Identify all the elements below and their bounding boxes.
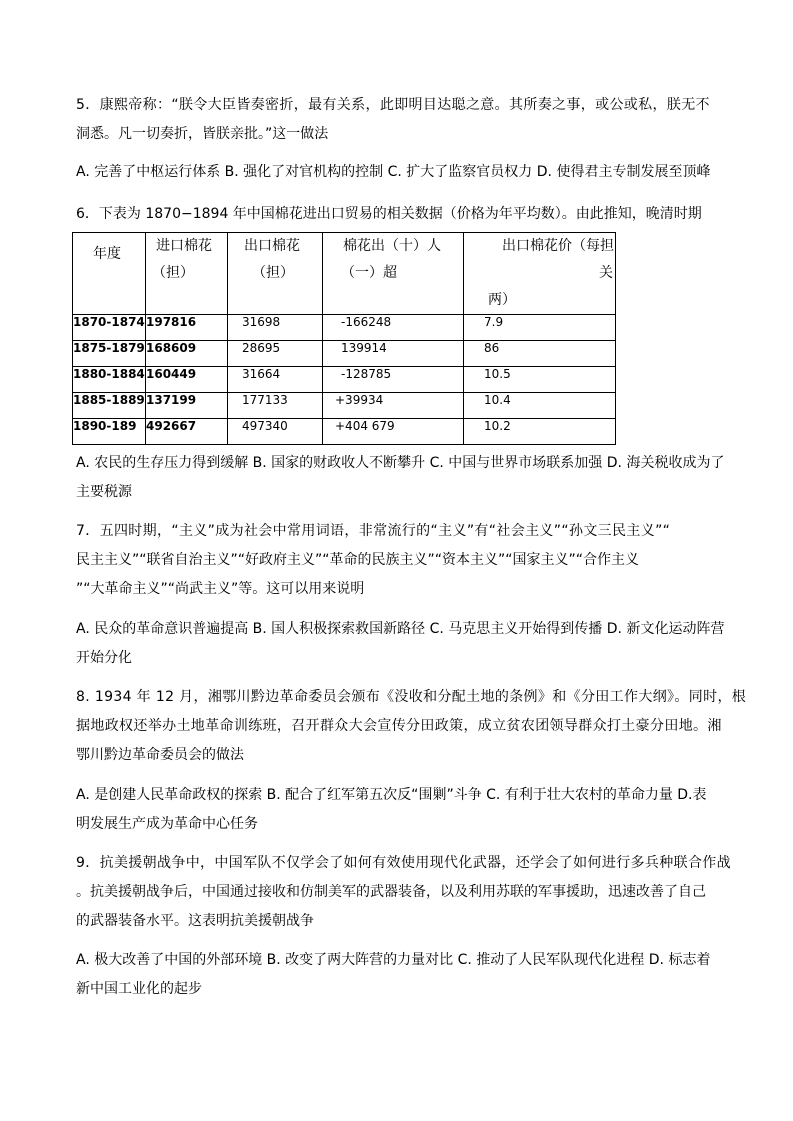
q8-options-line-2: 明发展生产成为革命中心任务 bbox=[76, 816, 258, 832]
q5-options: A. 完善了中枢运行体系 B. 强化了对官机构的控制 C. 扩大了监察官员权力 D. 使得君主专制发展至顶峰 bbox=[76, 164, 711, 180]
q7-options-line-1: A. 民众的革命意识普遍提高 B. 国人积极探索救国新路径 C. 马克思主义开始得到传播 D. 新文化运动阵营 bbox=[76, 621, 725, 637]
q7-stem-line-2: 民主主义”“联省自治主义”“好政府主义”“革命的民族主义”“资本主义”“国家主义”“合作主义 bbox=[76, 552, 640, 568]
cell-surplus: +39934 bbox=[323, 393, 464, 419]
header-surplus: 棉花出（十）人 （一）超 bbox=[323, 233, 464, 315]
cell-price: 7.9 bbox=[464, 315, 616, 341]
header-import: 进口棉花 （担） bbox=[146, 233, 228, 315]
q7-stem-line-3: ”“大革命主义”“尚武主义”等。这可以用来说明 bbox=[76, 581, 365, 597]
cell-period: 1870-1874 bbox=[73, 315, 146, 341]
header-export: 出口棉花 （担） bbox=[228, 233, 323, 315]
cell-export: 28695 bbox=[228, 341, 323, 367]
q7-stem-line-1: 7．五四时期，“主义”成为社会中常用词语，非常流行的“主义”有“社会主义”“孙文三民主义”“ bbox=[76, 523, 671, 539]
q6-stem: 6．下表为 1870−1894 年中国棉花进出口贸易的相关数据（价格为年平均数）。由此推知，晚清时期 bbox=[76, 206, 702, 222]
q8-stem-line-1: 8. 1934 年 12 月，湘鄂川黔边革命委员会颁布《没收和分配土地的条例》和《分田工作大纲》。同时，根 bbox=[76, 689, 747, 705]
cell-export: 497340 bbox=[228, 419, 323, 445]
cell-surplus: -166248 bbox=[323, 315, 464, 341]
cell-period: 1890-189 bbox=[73, 419, 146, 445]
cell-export: 31664 bbox=[228, 367, 323, 393]
cell-surplus: +404 679 bbox=[323, 419, 464, 445]
cell-import: 160449 bbox=[146, 367, 228, 393]
cell-import: 137199 bbox=[146, 393, 228, 419]
q5-stem-line-1: 5．康熙帝称：“朕令大臣皆奏密折，最有关系，此即明目达聪之意。其所奏之事，或公或私，朕无不 bbox=[76, 97, 710, 113]
q9-options-line-1: A. 极大改善了中国的外部环境 B. 改变了两大阵营的力量对比 C. 推动了人民军队现代化进程 D. 标志着 bbox=[76, 952, 711, 968]
q8-stem-line-2: 据地政权还举办土地革命训练班，召开群众大会宣传分田政策，成立贫农团领导群众打土豪分田地。湘 bbox=[76, 718, 722, 734]
cell-surplus: -128785 bbox=[323, 367, 464, 393]
cell-import: 492667 bbox=[146, 419, 228, 445]
q9-stem-line-1: 9．抗美援朝战争中，中国军队不仅学会了如何有效使用现代化武器，还学会了如何进行多兵种联合作战 bbox=[76, 855, 732, 871]
cell-price: 10.2 bbox=[464, 419, 616, 445]
q8-stem-line-3: 鄂川黔边革命委员会的做法 bbox=[76, 747, 244, 763]
cell-price: 10.5 bbox=[464, 367, 616, 393]
q6-options-line-1: A. 农民的生存压力得到缓解 B. 国家的财政收人不断攀升 C. 中国与世界市场联系加强 D. 海关税收成为了 bbox=[76, 455, 725, 471]
table-header-row bbox=[73, 233, 616, 315]
cell-export: 177133 bbox=[228, 393, 323, 419]
table-row bbox=[73, 367, 616, 393]
header-price: 出口棉花价（每担 关 两） bbox=[464, 233, 616, 315]
cotton-trade-table bbox=[72, 232, 616, 445]
q5-stem-line-2: 洞悉。凡一切奏折，皆朕亲批。”这一做法 bbox=[76, 126, 329, 142]
cell-period: 1885-1889 bbox=[73, 393, 146, 419]
cell-price: 10.4 bbox=[464, 393, 616, 419]
header-year: 年度 bbox=[73, 233, 146, 315]
cell-price: 86 bbox=[464, 341, 616, 367]
q7-options-line-2: 开始分化 bbox=[76, 650, 132, 666]
cell-period: 1880-1884 bbox=[73, 367, 146, 393]
cell-import: 197816 bbox=[146, 315, 228, 341]
q9-stem-line-3: 的武器装备水平。这表明抗美援朝战争 bbox=[76, 913, 314, 929]
table-row bbox=[73, 393, 616, 419]
cell-surplus: 139914 bbox=[323, 341, 464, 367]
q8-options-line-1: A. 是创建人民革命政权的探索 B. 配合了红军第五次反“围剿”斗争 C. 有利于壮大农村的革命力量 D.表 bbox=[76, 787, 707, 803]
table-row bbox=[73, 341, 616, 367]
table-row bbox=[73, 419, 616, 445]
cell-export: 31698 bbox=[228, 315, 323, 341]
cell-import: 168609 bbox=[146, 341, 228, 367]
table-row bbox=[73, 315, 616, 341]
q6-options-line-2: 主要税源 bbox=[76, 484, 132, 500]
q9-options-line-2: 新中国工业化的起步 bbox=[76, 981, 202, 997]
cell-period: 1875-1879 bbox=[73, 341, 146, 367]
q9-stem-line-2: 。抗美援朝战争后，中国通过接收和仿制美军的武器装备，以及利用苏联的军事援助，迅速改善了自己 bbox=[76, 884, 706, 900]
